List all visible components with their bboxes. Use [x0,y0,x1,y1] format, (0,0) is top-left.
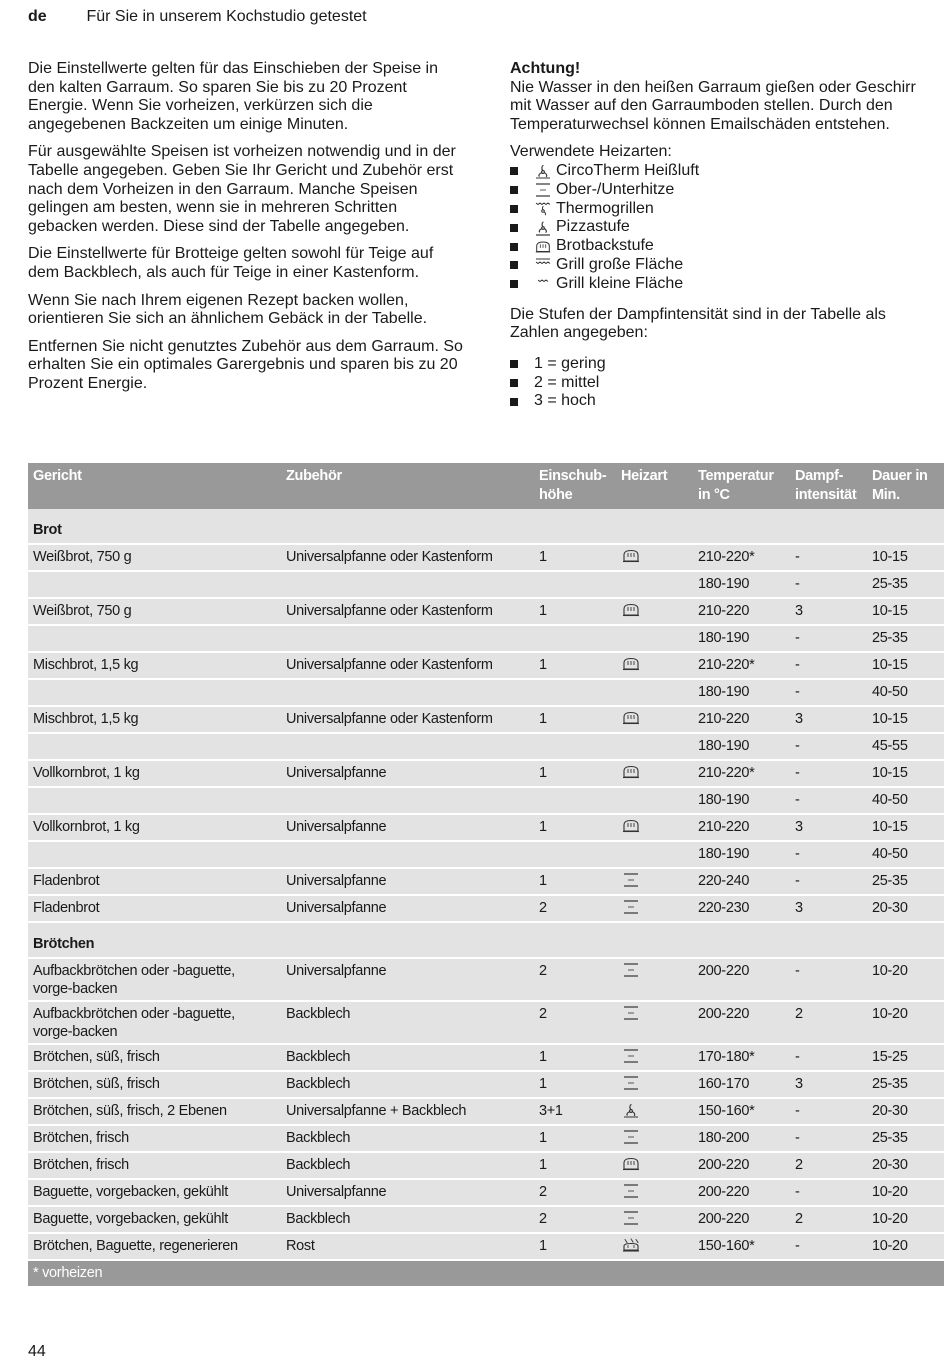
temperature-cell: 200-220 [693,1179,790,1206]
duration-cell: 10-15 [867,544,944,571]
bullet-icon [510,360,518,368]
temperature-cell: 200-220 [693,1152,790,1179]
dish-cell: Brötchen, süß, frisch [28,1044,281,1071]
dish-cell: Aufbackbrötchen oder -baguette, vorge-backen [28,958,281,1001]
duration-cell: 10-20 [867,1206,944,1233]
duration-cell: 40-50 [867,841,944,868]
table-header-col-accessory: Zubehör [281,463,534,509]
accessory-cell: Universalpfanne [281,1179,534,1206]
table-row [28,1206,944,1233]
steam-cell: - [790,733,867,760]
shelf-level-cell: 1 [534,1152,616,1179]
table-row [28,679,944,706]
accessory-cell [281,679,534,706]
page-header [28,8,367,26]
heating-mode-cell [616,868,693,895]
heating-mode-cell [616,679,693,706]
table-row [28,1044,944,1071]
steam-cell: 3 [790,706,867,733]
accessory-cell [281,841,534,868]
temperature-cell: 180-200 [693,1125,790,1152]
temperature-cell: 210-220* [693,544,790,571]
header-title: Für Sie in unserem Kochstudio getestet [86,8,367,25]
top-bottom-heat-icon [621,1210,641,1226]
shelf-level-cell: 3+1 [534,1098,616,1125]
shelf-level-cell: 1 [534,706,616,733]
heating-mode-cell [616,1071,693,1098]
table-row [28,571,944,598]
intro-text-column [28,60,468,403]
temperature-cell: 220-240 [693,868,790,895]
temperature-cell: 170-180* [693,1044,790,1071]
duration-cell: 20-30 [867,1152,944,1179]
heating-mode-item [510,200,935,219]
table-row [28,868,944,895]
shelf-level-cell: 2 [534,895,616,922]
accessory-cell: Backblech [281,1071,534,1098]
notes-column [510,60,935,423]
table-row [28,1233,944,1260]
heating-mode-cell [616,1125,693,1152]
shelf-level-cell [534,625,616,652]
steam-cell: - [790,958,867,1001]
table-row [28,625,944,652]
table-header-col-heating-mode: Heizart [616,463,693,509]
heating-mode-item [510,275,935,294]
bullet-icon [510,186,518,194]
duration-cell: 25-35 [867,868,944,895]
shelf-level-cell: 2 [534,1179,616,1206]
dish-cell: Brötchen, süß, frisch, 2 Ebenen [28,1098,281,1125]
temperature-cell: 150-160* [693,1233,790,1260]
duration-cell: 15-25 [867,1044,944,1071]
bread-setting-icon [534,239,552,255]
bullet-icon [510,398,518,406]
duration-cell: 20-30 [867,1098,944,1125]
table-footnote-row [28,1260,944,1286]
table-header-col-shelf-level: Einschub- höhe [534,463,616,509]
heating-mode-cell [616,958,693,1001]
dish-cell: Fladenbrot [28,895,281,922]
steam-cell: - [790,679,867,706]
dish-cell: Vollkornbrot, 1 kg [28,760,281,787]
accessory-cell [281,733,534,760]
heating-mode-item [510,162,935,181]
accessory-cell: Backblech [281,1206,534,1233]
intro-paragraph: Die Einstellwerte für Brotteige gelten sowohl für Teige auf dem Backblech, als auch für Teige in einer Kastenform. [28,245,434,281]
temperature-cell: 180-190 [693,679,790,706]
shelf-level-cell [534,841,616,868]
top-bottom-heat-icon [621,1183,641,1199]
temperature-cell: 210-220 [693,598,790,625]
warning-title: Achtung! [510,60,581,77]
heating-mode-cell [616,814,693,841]
shelf-level-cell: 1 [534,1125,616,1152]
steam-cell: - [790,841,867,868]
accessory-cell: Backblech [281,1044,534,1071]
heating-mode-label: CircoTherm Heißluft [556,162,700,180]
bread-setting-icon [621,710,641,726]
shelf-level-cell [534,571,616,598]
heating-mode-cell [616,625,693,652]
bullet-icon [510,205,518,213]
bread-setting-icon [621,764,641,780]
dish-cell: Mischbrot, 1,5 kg [28,706,281,733]
duration-cell: 25-35 [867,1071,944,1098]
table-row [28,841,944,868]
duration-cell: 10-15 [867,814,944,841]
duration-cell: 40-50 [867,787,944,814]
intro-paragraph: Die Einstellwerte gelten für das Einschieben der Speise in den kalten Garraum. So sparen Sie bis zu 20 Prozent Energie. Wenn Sie vorheizen, verkürzen sich die angegebenen Backzeiten um einige Minuten. [28,60,439,133]
section-title: Brot [28,509,944,544]
table-row [28,544,944,571]
heating-mode-item [510,181,935,200]
table-row [28,958,944,1001]
temperature-cell: 180-190 [693,733,790,760]
shelf-level-cell: 1 [534,598,616,625]
duration-cell: 10-20 [867,1233,944,1260]
dish-cell [28,571,281,598]
shelf-level-cell: 1 [534,868,616,895]
steam-cell: 3 [790,895,867,922]
accessory-cell [281,787,534,814]
heating-mode-cell [616,571,693,598]
thermogrill-icon [534,201,552,217]
shelf-level-cell: 1 [534,1071,616,1098]
accessory-cell: Universalpfanne oder Kastenform [281,544,534,571]
intro-paragraph: Für ausgewählte Speisen ist vorheizen notwendig und in der Tabelle angegeben. Geben Sie Ihr Gericht und Zubehör erst nach dem Vorheizen in den Garraum. Manche Speisen gelingen am besten, wenn sie in mehreren Schritten gebacken werden. Diese sind der Tabelle angegeben. [28,143,456,235]
table-row [28,733,944,760]
shelf-level-cell [534,679,616,706]
shelf-level-cell: 1 [534,1233,616,1260]
bullet-icon [510,280,518,288]
bread-setting-icon [621,602,641,618]
heating-mode-cell [616,1098,693,1125]
top-bottom-heat-icon [621,899,641,915]
accessory-cell: Universalpfanne [281,958,534,1001]
table-header-col-steam: Dampf- intensität [790,463,867,509]
duration-cell: 10-20 [867,1179,944,1206]
table-row [28,1098,944,1125]
dish-cell: Baguette, vorgebacken, gekühlt [28,1179,281,1206]
dish-cell: Aufbackbrötchen oder -baguette, vorge-backen [28,1001,281,1044]
heating-mode-cell [616,733,693,760]
steam-intro: Die Stufen der Dampfintensität sind in der Tabelle als Zahlen angegeben: [510,305,886,342]
footnote: * vorheizen [28,1260,944,1286]
table-row [28,1001,944,1044]
temperature-cell: 210-220 [693,706,790,733]
language-code: de [28,8,47,25]
heating-mode-label: Pizzastufe [556,218,630,236]
table-row [28,1179,944,1206]
steam-cell: 3 [790,1071,867,1098]
duration-cell: 40-50 [867,679,944,706]
heating-mode-label: Brotbackstufe [556,237,654,255]
heating-mode-cell [616,1233,693,1260]
table-row [28,1071,944,1098]
page-number: 44 [28,1343,46,1360]
table-body [28,509,944,1286]
dish-cell: Baguette, vorgebacken, gekühlt [28,1206,281,1233]
duration-cell: 25-35 [867,1125,944,1152]
dish-cell [28,679,281,706]
top-bottom-heat-icon [621,1129,641,1145]
table-header-col-dish: Gericht [28,463,281,509]
table-header-col-temperature: Temperatur in °C [693,463,790,509]
dish-cell [28,841,281,868]
temperature-cell: 210-220 [693,814,790,841]
duration-cell: 25-35 [867,625,944,652]
bullet-icon [510,261,518,269]
bullet-icon [510,224,518,232]
heating-mode-cell [616,895,693,922]
dish-cell: Brötchen, süß, frisch [28,1071,281,1098]
dish-cell: Brötchen, frisch [28,1152,281,1179]
intro-paragraph: Wenn Sie nach Ihrem eigenen Rezept backen wollen, orientieren Sie sich an ähnlichem Gebäck in der Tabelle. [28,291,428,328]
baking-table [28,463,944,1286]
shelf-level-cell [534,787,616,814]
steam-levels-list [510,355,935,411]
table-row [28,652,944,679]
accessory-cell: Rost [281,1233,534,1260]
dish-cell [28,625,281,652]
steam-cell: - [790,1233,867,1260]
dish-cell: Weißbrot, 750 g [28,598,281,625]
duration-cell: 10-15 [867,760,944,787]
table-row [28,895,944,922]
accessory-cell: Universalpfanne oder Kastenform [281,706,534,733]
duration-cell: 45-55 [867,733,944,760]
temperature-cell: 200-220 [693,1001,790,1044]
duration-cell: 10-15 [867,706,944,733]
temperature-cell: 180-190 [693,787,790,814]
steam-level: 2 = mittel [534,373,600,391]
table-row [28,1152,944,1179]
top-bottom-heat-icon [621,962,641,978]
heating-mode-label: Ober-/Unterhitze [556,180,675,198]
accessory-cell: Backblech [281,1125,534,1152]
top-bottom-heat-icon [621,1005,641,1021]
dish-cell: Mischbrot, 1,5 kg [28,652,281,679]
temperature-cell: 180-190 [693,625,790,652]
heating-modes-intro: Verwendete Heizarten: [510,143,672,161]
heating-mode-cell [616,760,693,787]
steam-cell: 2 [790,1001,867,1044]
list-item [510,355,935,374]
table-row [28,1125,944,1152]
duration-cell: 25-35 [867,571,944,598]
heating-modes-list [510,162,935,294]
table-section-row [28,922,944,958]
temperature-cell: 180-190 [693,841,790,868]
heating-mode-cell [616,706,693,733]
shelf-level-cell: 1 [534,652,616,679]
heating-mode-item [510,237,935,256]
list-item [510,392,935,411]
dish-cell: Vollkornbrot, 1 kg [28,814,281,841]
grill-large-icon [534,257,552,273]
steam-cell: - [790,1098,867,1125]
heating-mode-label: Thermogrillen [556,199,654,217]
heating-mode-cell [616,652,693,679]
bread-setting-icon [621,818,641,834]
dish-cell [28,733,281,760]
shelf-level-cell [534,733,616,760]
accessory-cell [281,625,534,652]
duration-cell: 10-20 [867,958,944,1001]
warning-text: Nie Wasser in den heißen Garraum gießen oder Geschirr mit Wasser auf den Garraumboden stellen. Durch den Temperaturwechsel können Emailschäden entstehen. [510,78,916,133]
duration-cell: 10-15 [867,652,944,679]
temperature-cell: 210-220* [693,760,790,787]
regenerate-icon [621,1237,641,1253]
pizza-setting-icon [534,220,552,236]
steam-cell: - [790,652,867,679]
shelf-level-cell: 1 [534,814,616,841]
top-bottom-heat-icon [621,1048,641,1064]
bullet-icon [510,167,518,175]
steam-cell: - [790,1179,867,1206]
accessory-cell: Universalpfanne + Backblech [281,1098,534,1125]
heating-mode-cell [616,1206,693,1233]
bread-setting-icon [621,656,641,672]
heating-mode-cell [616,1152,693,1179]
dish-cell [28,787,281,814]
temperature-cell: 150-160* [693,1098,790,1125]
dish-cell: Brötchen, Baguette, regenerieren [28,1233,281,1260]
accessory-cell: Universalpfanne oder Kastenform [281,598,534,625]
table-row [28,706,944,733]
table-row [28,814,944,841]
top-bottom-heat-icon [621,1075,641,1091]
heating-mode-cell [616,1001,693,1044]
top-bottom-heat-icon [534,182,552,198]
shelf-level-cell: 2 [534,1001,616,1044]
accessory-cell: Backblech [281,1152,534,1179]
table-header-col-duration: Dauer in Min. [867,463,944,509]
heating-mode-label: Grill große Fläche [556,256,684,274]
table-section-row [28,509,944,544]
duration-cell: 20-30 [867,895,944,922]
temperature-cell: 210-220* [693,652,790,679]
shelf-level-cell: 2 [534,1206,616,1233]
steam-cell: - [790,1044,867,1071]
steam-level: 1 = gering [534,354,606,372]
duration-cell: 10-15 [867,598,944,625]
steam-cell: - [790,760,867,787]
shelf-level-cell: 1 [534,544,616,571]
heating-mode-cell [616,1179,693,1206]
circotherm-icon [534,163,552,179]
bread-setting-icon [621,1156,641,1172]
intro-paragraph: Entfernen Sie nicht genutztes Zubehör aus dem Garraum. So erhalten Sie ein optimales Garergebnis und sparen bis zu 20 Prozent Energie. [28,337,463,392]
table-row [28,787,944,814]
dish-cell: Fladenbrot [28,868,281,895]
temperature-cell: 180-190 [693,571,790,598]
heating-mode-item [510,218,935,237]
table-row [28,598,944,625]
steam-level: 3 = hoch [534,392,596,410]
accessory-cell: Universalpfanne [281,895,534,922]
heating-mode-cell [616,787,693,814]
heating-mode-item [510,256,935,275]
temperature-cell: 160-170 [693,1071,790,1098]
section-title: Brötchen [28,922,944,958]
steam-cell: 3 [790,814,867,841]
bullet-icon [510,379,518,387]
table-row [28,760,944,787]
accessory-cell: Universalpfanne [281,868,534,895]
grill-small-icon [534,276,552,292]
top-bottom-heat-icon [621,872,641,888]
steam-cell: 2 [790,1206,867,1233]
heating-mode-cell [616,1044,693,1071]
steam-cell: - [790,787,867,814]
heating-mode-label: Grill kleine Fläche [556,274,684,292]
bread-setting-icon [621,548,641,564]
accessory-cell: Backblech [281,1001,534,1044]
list-item [510,374,935,393]
duration-cell: 10-20 [867,1001,944,1044]
accessory-cell: Universalpfanne [281,760,534,787]
steam-cell: 2 [790,1152,867,1179]
heating-mode-cell [616,598,693,625]
steam-cell: - [790,544,867,571]
steam-cell: 3 [790,598,867,625]
steam-cell: - [790,625,867,652]
accessory-cell: Universalpfanne oder Kastenform [281,652,534,679]
heating-mode-cell [616,544,693,571]
steam-cell: - [790,868,867,895]
bullet-icon [510,243,518,251]
accessory-cell [281,571,534,598]
temperature-cell: 200-220 [693,958,790,1001]
heating-mode-cell [616,841,693,868]
dish-cell: Brötchen, frisch [28,1125,281,1152]
circotherm-icon [621,1102,641,1118]
shelf-level-cell: 2 [534,958,616,1001]
temperature-cell: 200-220 [693,1206,790,1233]
dish-cell: Weißbrot, 750 g [28,544,281,571]
steam-cell: - [790,571,867,598]
shelf-level-cell: 1 [534,760,616,787]
table-header-row [28,463,944,509]
accessory-cell: Universalpfanne [281,814,534,841]
temperature-cell: 220-230 [693,895,790,922]
shelf-level-cell: 1 [534,1044,616,1071]
steam-cell: - [790,1125,867,1152]
